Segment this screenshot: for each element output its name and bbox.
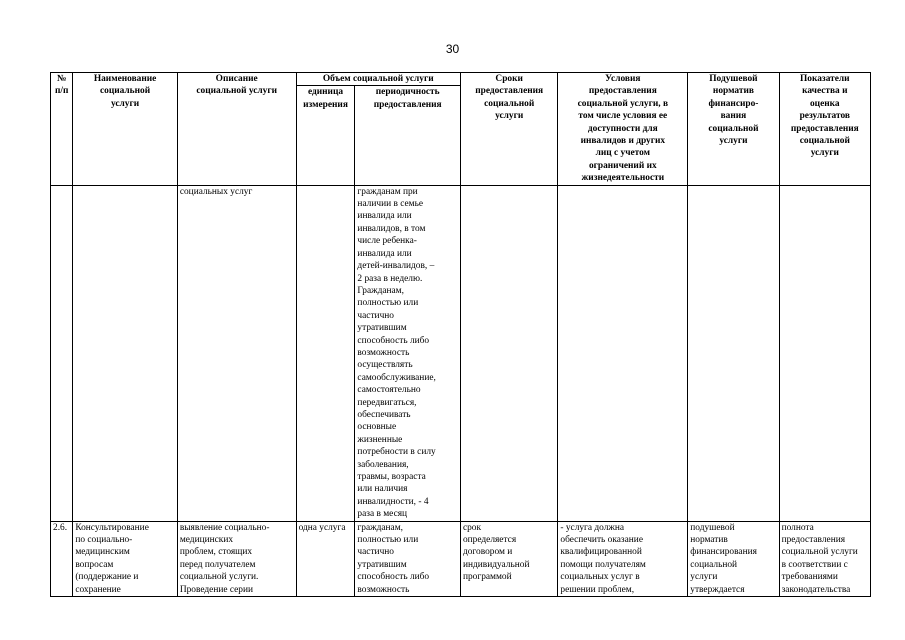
cell-name: Консультирование по социально- медицинским вопросам (поддержание и сохранение bbox=[73, 521, 178, 596]
cell-quality bbox=[779, 185, 870, 521]
header-name: Наименование социальной услуги bbox=[73, 73, 178, 186]
header-conditions: Условия предоставления социальной услуги, в том числе условия ее доступности для инвалидов и других лиц с учетом ограничений их жизнедеятельности bbox=[558, 73, 688, 186]
cell-terms: срок определяется договором и индивидуальной программой bbox=[460, 521, 557, 596]
header-volume: Объем социальной услуги bbox=[296, 73, 460, 86]
cell-description: социальных услуг bbox=[177, 185, 296, 521]
table-row bbox=[51, 185, 871, 521]
cell-quality: полнота предоставления социальной услуги в соответствии с требованиями законодательства bbox=[779, 521, 870, 596]
header-description: Описание социальной услуги bbox=[177, 73, 296, 186]
cell-num: 2.6. bbox=[51, 521, 73, 596]
cell-unit bbox=[296, 185, 355, 521]
cell-conditions: - услуга должна обеспечить оказание квалифицированной помощи получателям социальных услуг в решении проблем, bbox=[558, 521, 688, 596]
header-periodicity: периодичность предоставления bbox=[355, 86, 461, 185]
cell-norm bbox=[688, 185, 779, 521]
table-row bbox=[51, 521, 871, 596]
cell-periodicity: гражданам при наличии в семье инвалида или инвалидов, в том числе ребенка- инвалида или детей-инвалидов, – 2 раза в неделю. Гражданам, полностью или частично утратившим способность либо возможность осуществлять самообслуживание, самостоятельно передвигаться, обеспечивать основные жизненные потребности в силу заболевания, травмы, возраста или наличия инвалидности, - 4 раза в месяц bbox=[355, 185, 461, 521]
cell-terms bbox=[460, 185, 557, 521]
cell-description: выявление социально- медицинских проблем, стоящих перед получателем социальной услуги. Проведение серии bbox=[177, 521, 296, 596]
cell-conditions bbox=[558, 185, 688, 521]
cell-unit: одна услуга bbox=[296, 521, 355, 596]
cell-periodicity: гражданам, полностью или частично утратившим способность либо возможность bbox=[355, 521, 461, 596]
header-num: № п/п bbox=[51, 73, 73, 186]
social-services-table bbox=[50, 72, 871, 597]
cell-name bbox=[73, 185, 178, 521]
cell-num bbox=[51, 185, 73, 521]
header-quality: Показатели качества и оценка результатов предоставления социальной услуги bbox=[779, 73, 870, 186]
cell-norm: подушевой норматив финансирования социальной услуги утверждается bbox=[688, 521, 779, 596]
header-terms: Сроки предоставления социальной услуги bbox=[460, 73, 557, 186]
header-row-top bbox=[51, 73, 871, 86]
header-unit: единица измерения bbox=[296, 86, 355, 185]
header-norm: Подушевой норматив финансиро- вания социальной услуги bbox=[688, 73, 779, 186]
page-number: 30 bbox=[445, 42, 460, 56]
